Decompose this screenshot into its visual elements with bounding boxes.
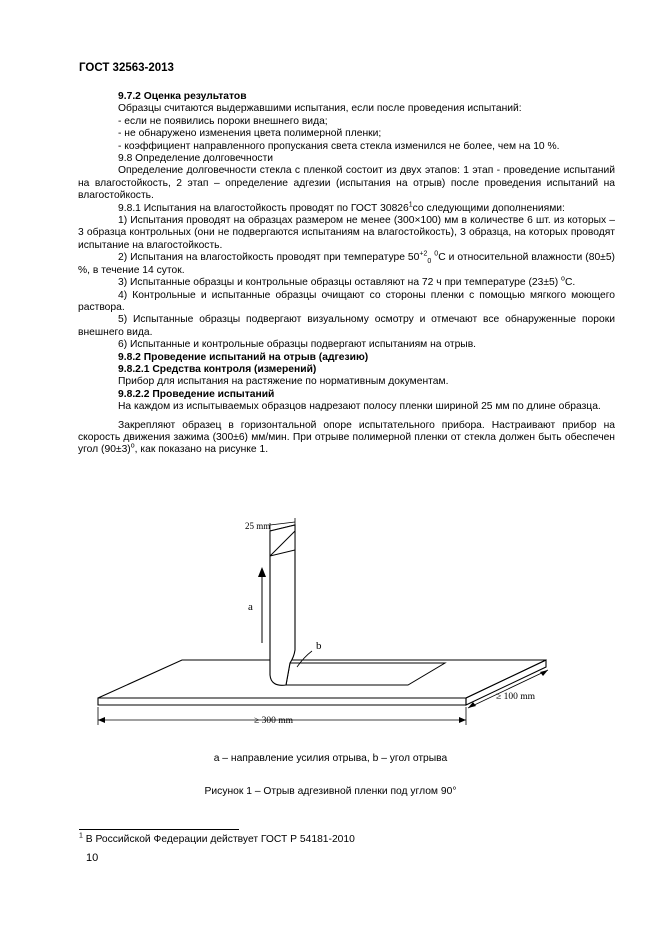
- list-item: 1) Испытания проводят на образцах размером не менее (300×100) мм в количестве 6 шт. из которых – 3 образца контрольных (они не подвергаются испытаниям на влагостойкость), 3 образца, на которых проводят испытание на влагостойкость.: [78, 215, 615, 251]
- paragraph: Закрепляют образец в горизонтальной опоре испытательного прибора. Настраивают прибор на скорость движения зажима (300±6) мм/мин. При отрыве полимерной пленки от стекла должен быть обеспечен угол $(90\pm 3)^о$, как показано на рисунке 1.: [78, 419, 615, 456]
- footnote: $^1$ В Российской Федерации действует ГОСТ Р 54181-2010: [79, 832, 355, 845]
- figure-caption: Рисунок 1 – Отрыв адгезивной пленки под углом 90°: [204, 786, 457, 797]
- paragraph: На каждом из испытываемых образцов надрезают полосу пленки шириной 25 мм по длине образца.: [118, 401, 601, 413]
- film-strip-flat: [286, 663, 445, 685]
- section-title: 9.8.2.2 Проведение испытаний: [118, 388, 275, 400]
- section-title: 9.8.2 Проведение испытаний на отрыв (адгезию): [118, 351, 369, 363]
- length-arrowhead: [459, 717, 466, 723]
- page-number: 10: [86, 852, 99, 864]
- paragraph: 9.8.1 Испытания на влагостойкость проводят по ГОСТ 30826$^1$со следующими дополнениями:: [118, 201, 565, 214]
- force-arrowhead: [258, 567, 266, 577]
- peel-test-figure: [90, 505, 570, 725]
- width-dim-line: [270, 522, 295, 525]
- bullet-item: - не обнаружено изменения цвета полимерной пленки;: [118, 128, 382, 140]
- length-label: ≥ 300 mm: [254, 716, 293, 725]
- paragraph: Прибор для испытания на растяжение по нормативным документам.: [118, 376, 449, 388]
- depth-arrowhead: [540, 670, 548, 676]
- paragraph: Определение долговечности стекла с пленкой состоит из двух этапов: 1 этап - проведение испытаний на влагостойкость, 2 этап – определение адгезии (испытания на отрыв) после проведения испытаний на влагостойкость.: [78, 165, 615, 202]
- paragraph: Образцы считаются выдержавшими испытания, если после проведения испытаний:: [118, 103, 522, 115]
- list-item: 3) Испытанные образцы и контрольные образцы оставляют на 72 ч при температуре (23±5) $^о$С.: [118, 275, 576, 289]
- page-header: ГОСТ 32563-2013: [79, 62, 174, 74]
- figure-legend: a – направление усилия отрыва, b – угол отрыва: [213, 753, 448, 764]
- depth-dim-line: [468, 670, 548, 708]
- section-title: 9.7.2 Оценка результатов: [118, 91, 247, 102]
- section-title: 9.8.2.1 Средства контроля (измерений): [118, 363, 317, 375]
- depth-label: ≥ 100 mm: [496, 692, 535, 702]
- list-item: 5) Испытанные образцы подвергают визуальному осмотру и отмечают все обнаруженные пороки внешнего вида.: [78, 314, 615, 338]
- list-item: 2) Испытания на влагостойкость проводят при температуре $50^{+2}_0$ $^0$С и относительной влажности (80±5) %, в течение 14 суток.: [78, 250, 615, 276]
- width-label: 25 mm: [245, 521, 271, 531]
- length-arrowhead: [98, 717, 105, 723]
- clamp: [270, 525, 295, 556]
- section-title: 9.8 Определение долговечности: [118, 153, 274, 165]
- body-text: [78, 91, 615, 457]
- list-item: 4) Контрольные и испытанные образцы очищают со стороны пленки с помощью мягкого моющего раствора.: [78, 289, 615, 313]
- bullet-item: - коэффициент направленного пропускания света стекла изменился не более, чем на 10 %.: [118, 140, 560, 152]
- force-label: a: [248, 601, 253, 613]
- footnote-divider: [79, 829, 239, 830]
- angle-label: b: [316, 640, 322, 652]
- glass-plate-front: [98, 698, 466, 705]
- list-item: 6) Испытанные и контрольные образцы подвергают испытаниям на отрыв.: [118, 339, 477, 351]
- bullet-item: - если не появились пороки внешнего вида;: [118, 115, 328, 127]
